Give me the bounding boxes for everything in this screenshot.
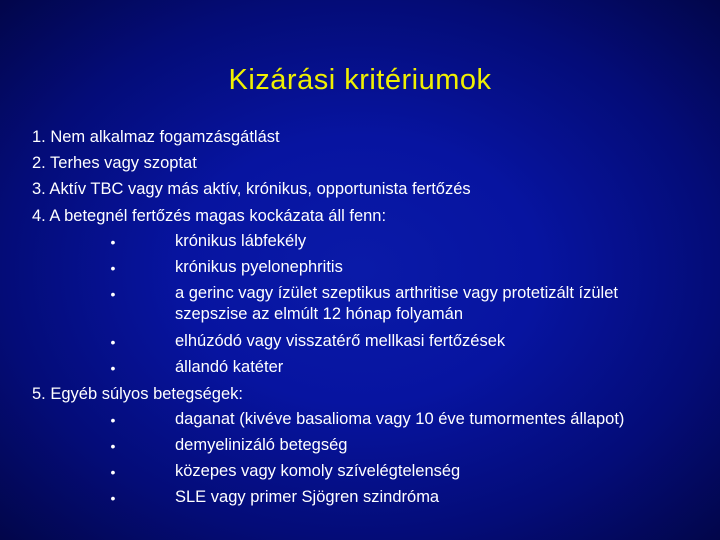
sub-bullet-text: SLE vagy primer Sjögren szindróma [175, 488, 440, 507]
sub-bullet-item [32, 255, 692, 281]
sub-bullet-item [32, 329, 692, 355]
sub-bullet-text: demyelinizáló betegség [175, 436, 348, 455]
bullet-icon: • [110, 412, 116, 429]
bullet-icon: • [110, 490, 116, 507]
list-item-1: 1. Nem alkalmaz fogamzásgátlást [32, 128, 280, 146]
bullet-icon: • [110, 259, 116, 276]
list-item-5: 5. Egyéb súlyos betegségek: [32, 384, 243, 403]
sub-bullet-text: közepes vagy komoly szívelégtelenség [175, 462, 461, 481]
sub-bullet-text: krónikus pyelonephritis [175, 257, 343, 276]
sub-bullet-text: állandó katéter [175, 357, 284, 376]
sub-bullet-item [32, 459, 692, 485]
sub-bullet-text: daganat (kivéve basalioma vagy 10 éve tumormentes állapot) [175, 410, 625, 429]
sub-bullet-text: krónikus lábfekély [175, 231, 307, 250]
slide-title: Kizárási kritériumok [228, 64, 492, 96]
bullet-icon: • [110, 333, 116, 350]
bullet-icon: • [110, 359, 116, 376]
sub-bullet-text: elhúzódó vagy visszatérő mellkasi fertőzések [175, 331, 506, 350]
sub-bullet-item [32, 433, 692, 459]
bullet-icon: • [110, 464, 116, 481]
list-item-2: 2. Terhes vagy szoptat [32, 154, 197, 173]
list-item-4: 4. A betegnél fertőzés magas kockázata áll fenn: [32, 206, 387, 225]
sub-bullet-item [32, 485, 692, 511]
sub-bullet-item [32, 281, 692, 329]
sub-bullet-item [32, 355, 692, 381]
sub-bullet-text: a gerinc vagy ízület szeptikus arthritise vagy protetizált ízület szepszise az elmúlt 12 hónap folyamán [175, 283, 618, 323]
bullet-icon: • [110, 233, 116, 250]
slide-content [32, 124, 692, 511]
list-item-3: 3. Aktív TBC vagy más aktív, krónikus, opportunista fertőzés [32, 180, 471, 199]
bullet-icon: • [110, 285, 116, 302]
bullet-icon: • [110, 438, 116, 455]
sub-bullet-item [32, 407, 692, 433]
sub-bullet-item [32, 229, 692, 255]
